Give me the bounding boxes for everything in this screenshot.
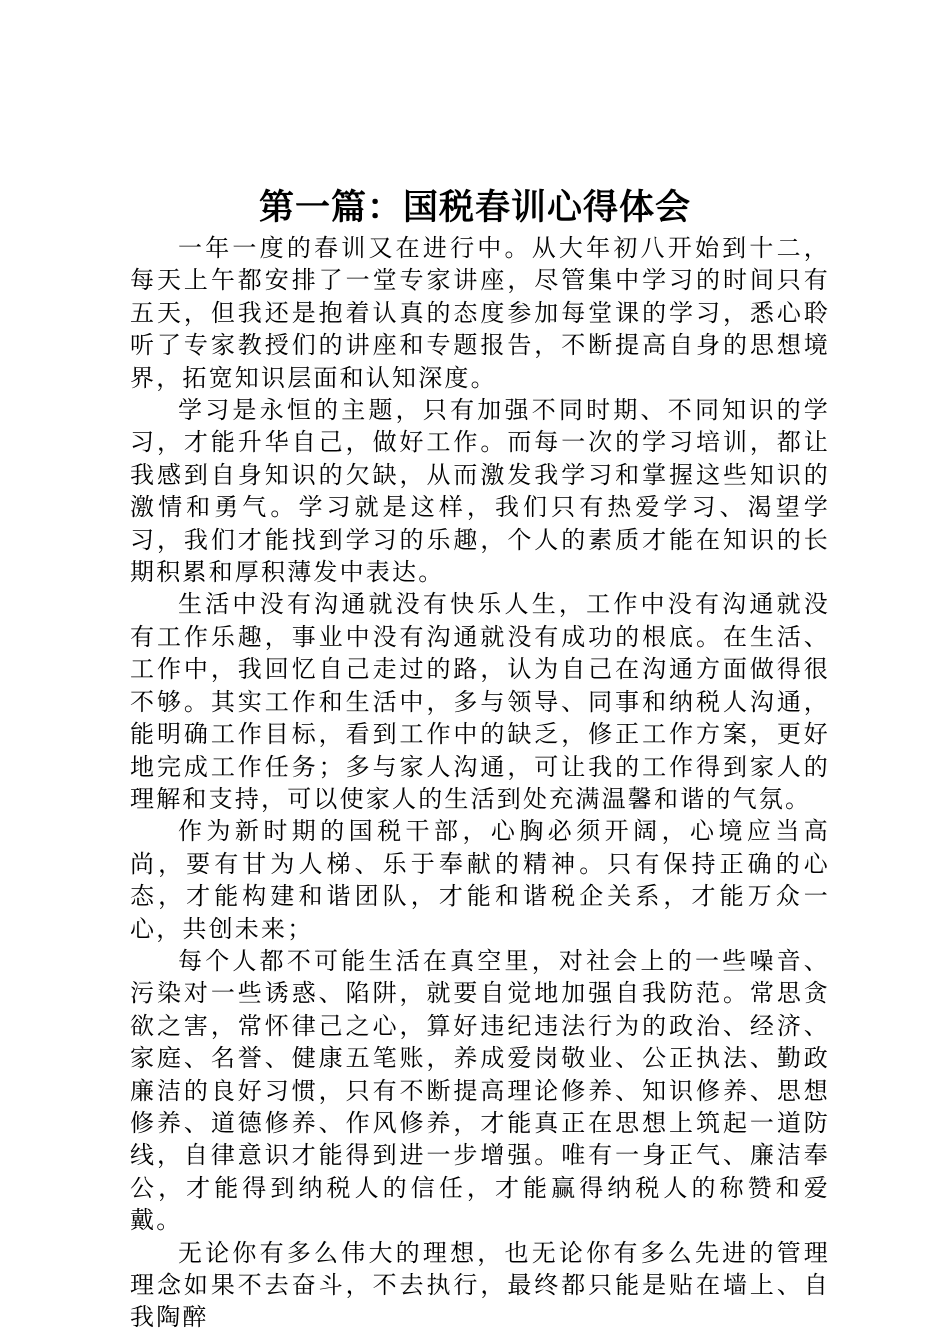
paragraph: 作为新时期的国税干部，心胸必须开阔，心境应当高尚，要有甘为人梯、乐于奉献的精神。只有保持正确的心态，才能构建和谐团队，才能和谐税企关系，才能万众一心，共创未来； — [130, 817, 830, 943]
paragraph: 生活中没有沟通就没有快乐人生，工作中没有沟通就没有工作乐趣，事业中没有沟通就没有成功的根底。在生活、工作中，我回忆自己走过的路，认为自己在沟通方面做得很不够。其实工作和生活中，多与领导、同事和纳税人沟通，能明确工作目标，看到工作中的缺乏，修正工作方案，更好地完成工作任务；多与家人沟通，可让我的工作得到家人的理解和支持，可以使家人的生活到处充满温馨和谐的气氛。 — [130, 590, 830, 813]
paragraph: 一年一度的春训又在进行中。从大年初八开始到十二，每天上午都安排了一堂专家讲座，尽管集中学习的时间只有五天，但我还是抱着认真的态度参加每堂课的学习，悉心聆听了专家教授们的讲座和专题报告，不断提高自身的思想境界，拓宽知识层面和认知深度。 — [130, 234, 830, 392]
paragraph: 无论你有多么伟大的理想，也无论你有多么先进的管理理念如果不去奋斗，不去执行，最终都只能是贴在墙上、自我陶醉 — [130, 1238, 830, 1332]
document-body — [130, 232, 830, 1334]
paragraph: 学习是永恒的主题，只有加强不同时期、不同知识的学习，才能升华自己，做好工作。而每一次的学习培训，都让我感到自身知识的欠缺，从而激发我学习和掌握这些知识的激情和勇气。学习就是这样，我们只有热爱学习、渴望学习，我们才能找到学习的乐趣，个人的素质才能在知识的长期积累和厚积薄发中表达。 — [130, 396, 830, 587]
paragraph: 每个人都不可能生活在真空里，对社会上的一些噪音、污染对一些诱惑、陷阱，就要自觉地加强自我防范。常思贪欲之害，常怀律己之心，算好违纪违法行为的政治、经济、家庭、名誉、健康五笔账，养成爱岗敬业、公正执法、勤政廉洁的良好习惯，只有不断提高理论修养、知识修养、思想修养、道德修养、作风修养，才能真正在思想上筑起一道防线，自律意识才能得到进一步增强。唯有一身正气、廉洁奉公，才能得到纳税人的信任，才能赢得纳税人的称赞和爱戴。 — [130, 946, 830, 1235]
document-title: 第一篇：国税春训心得体会 — [258, 187, 691, 228]
